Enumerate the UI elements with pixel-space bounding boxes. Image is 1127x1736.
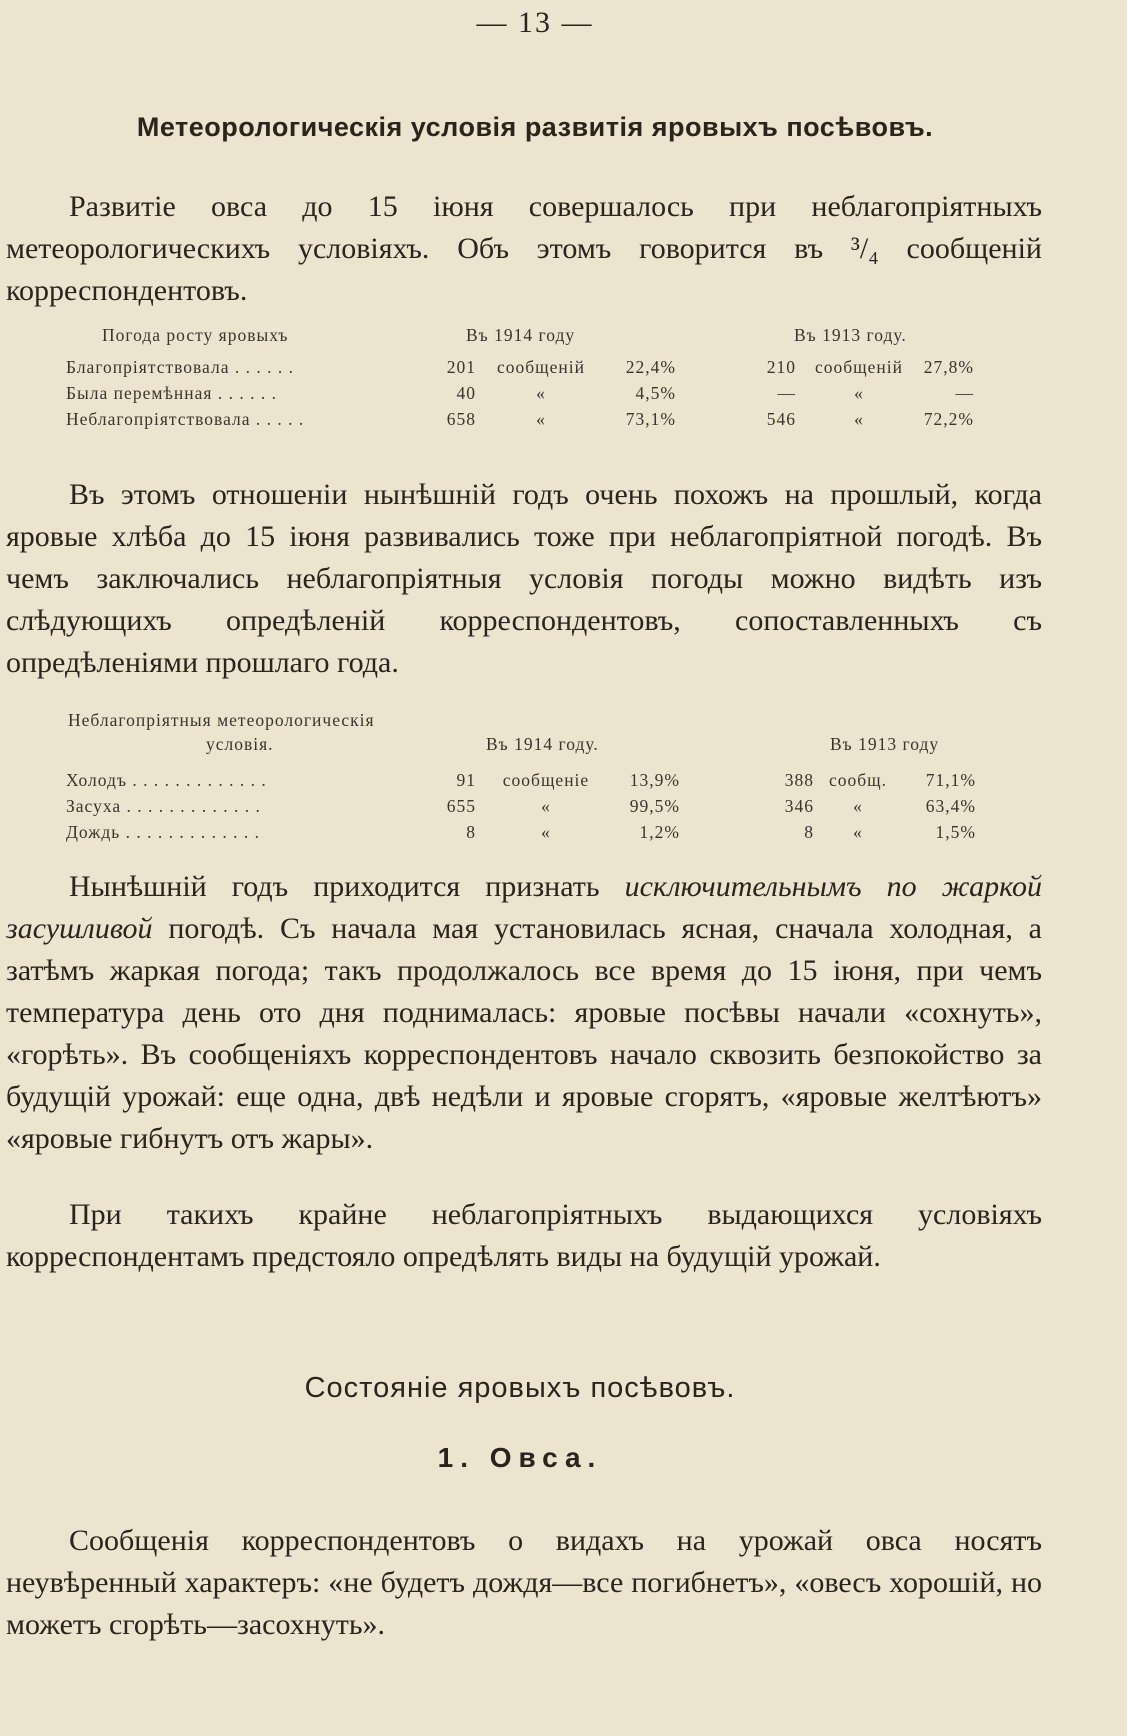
word-1913: « <box>854 409 864 429</box>
count-1913: 546 <box>766 409 796 429</box>
row-label: Засуха . . . . . . . . . . . . . <box>66 796 261 816</box>
count-1914: 8 <box>466 822 476 842</box>
section-heading: Метеорологическія условія развитія яровыхъ посѣвовъ. <box>136 112 934 142</box>
paragraph-3-rest: погодѣ. Съ начала мая установилась ясная, сначала холодная, а затѣмъ жаркая погода; такъ продолжалось все время до 15 іюня, при чемъ температура день ото дня поднималась: яровые посѣвы начали «сохнуть», «горѣть». Въ сообщеніяхъ корреспондентовъ начало сквозить безпокойство за будущій урожай: еще одна, двѣ недѣли и яровые сгорятъ, «яровые желтѣютъ» «яровые гибнутъ отъ жары». <box>6 912 1042 1155</box>
paragraph-1: Развитіе овса до 15 іюня совершалось при неблагопріятныхъ метеорологическихъ условіяхъ. Объ этомъ говорится въ ³/₄ сообщеній корреспондентовъ. <box>6 190 1042 307</box>
row-label: Неблагопріятствовала . . . . . <box>66 409 305 429</box>
table-row <box>66 409 1066 435</box>
pct-1914: 4,5% <box>635 383 676 403</box>
pct-1914: 73,1% <box>625 409 676 429</box>
row-label: Дождь . . . . . . . . . . . . . <box>66 822 260 842</box>
row-label: Благопріятствовала . . . . . . <box>66 357 294 377</box>
word-1913: « <box>853 822 863 842</box>
paragraph-4: При такихъ крайне неблагопріятныхъ выдающихся условіяхъ корреспондентамъ предстояло опредѣлять виды на будущій урожай. <box>6 1198 1042 1273</box>
pct-1913: 1,5% <box>935 822 976 842</box>
table-header <box>66 325 1066 351</box>
pct-1914: 99,5% <box>629 796 680 816</box>
count-1914: 40 <box>456 383 476 403</box>
header-1914: Въ 1914 году. <box>486 734 599 754</box>
header-1913: Въ 1913 году <box>830 734 940 754</box>
word-1913: сообщ. <box>828 770 888 790</box>
header-1913: Въ 1913 году. <box>794 325 907 345</box>
word-1913: « <box>854 383 864 403</box>
paragraph-3 <box>6 866 1042 1160</box>
word-1914: « <box>536 409 546 429</box>
count-1914: 655 <box>446 796 476 816</box>
pct-1914: 13,9% <box>629 770 680 790</box>
word-1914: « <box>541 796 551 816</box>
word-1914: сообщеніе <box>502 770 590 790</box>
table-row <box>66 357 1066 383</box>
word-1914: « <box>541 822 551 842</box>
paragraph-3-emphasis: исключительнымъ по жаркой засушливой <box>6 870 1042 945</box>
pct-1913: — <box>955 383 974 403</box>
count-1914: 201 <box>446 357 476 377</box>
pct-1913: 27,8% <box>923 357 974 377</box>
header-1914: Въ 1914 году <box>466 325 576 345</box>
pct-1914: 22,4% <box>625 357 676 377</box>
count-1913: 388 <box>784 770 814 790</box>
count-1913: 210 <box>766 357 796 377</box>
pct-1914: 1,2% <box>639 822 680 842</box>
pct-1913: 63,4% <box>925 796 976 816</box>
table-row <box>66 822 1066 848</box>
subsection-heading: 1. Овса. <box>437 1442 603 1473</box>
paragraph-2: Въ этомъ отношеніи нынѣшній годъ очень похожъ на прошлый, когда яровые хлѣба до 15 іюня развивались тоже при неблагопріятной погодѣ. Въ чемъ заключались неблагопріятныя условія погоды можно видѣть изъ слѣдующихъ опредѣленій корреспондентовъ, сопоставленныхъ съ опредѣленіями прошлаго года. <box>6 478 1042 679</box>
section-heading-2: Состояніе яровыхъ посѣвовъ. <box>304 1372 736 1404</box>
count-1914: 91 <box>456 770 476 790</box>
word-1914: сообщеній <box>496 357 585 377</box>
table-row <box>66 770 1066 796</box>
header-label: Неблагопріятныя метеорологическія <box>68 710 375 730</box>
count-1913: — <box>777 383 796 403</box>
paragraph-5: Сообщенія корреспондентовъ о видахъ на урожай овса носятъ неувѣренный характеръ: «не будетъ дождя—все погибнетъ», «овесъ хорошій, но можетъ сгорѣть—засохнуть». <box>6 1524 1042 1641</box>
header-label: Погода росту яровыхъ <box>102 325 289 345</box>
pct-1913: 71,1% <box>925 770 976 790</box>
page-number: — 13 — <box>476 6 594 39</box>
table-header <box>66 734 1066 760</box>
table-row <box>66 383 1066 409</box>
count-1913: 8 <box>804 822 814 842</box>
count-1913: 346 <box>784 796 814 816</box>
word-1913: « <box>853 796 863 816</box>
table-row <box>66 796 1066 822</box>
paragraph-3-start: Нынѣшній годъ приходится признать <box>69 870 625 903</box>
header-label: условія. <box>206 734 274 754</box>
row-label: Была перемѣнная . . . . . . <box>66 383 277 403</box>
word-1914: « <box>536 383 546 403</box>
pct-1913: 72,2% <box>923 409 974 429</box>
table-header <box>66 710 1066 736</box>
count-1914: 658 <box>446 409 476 429</box>
word-1913: сообщеній <box>814 357 903 377</box>
row-label: Холодъ . . . . . . . . . . . . . <box>66 770 267 790</box>
